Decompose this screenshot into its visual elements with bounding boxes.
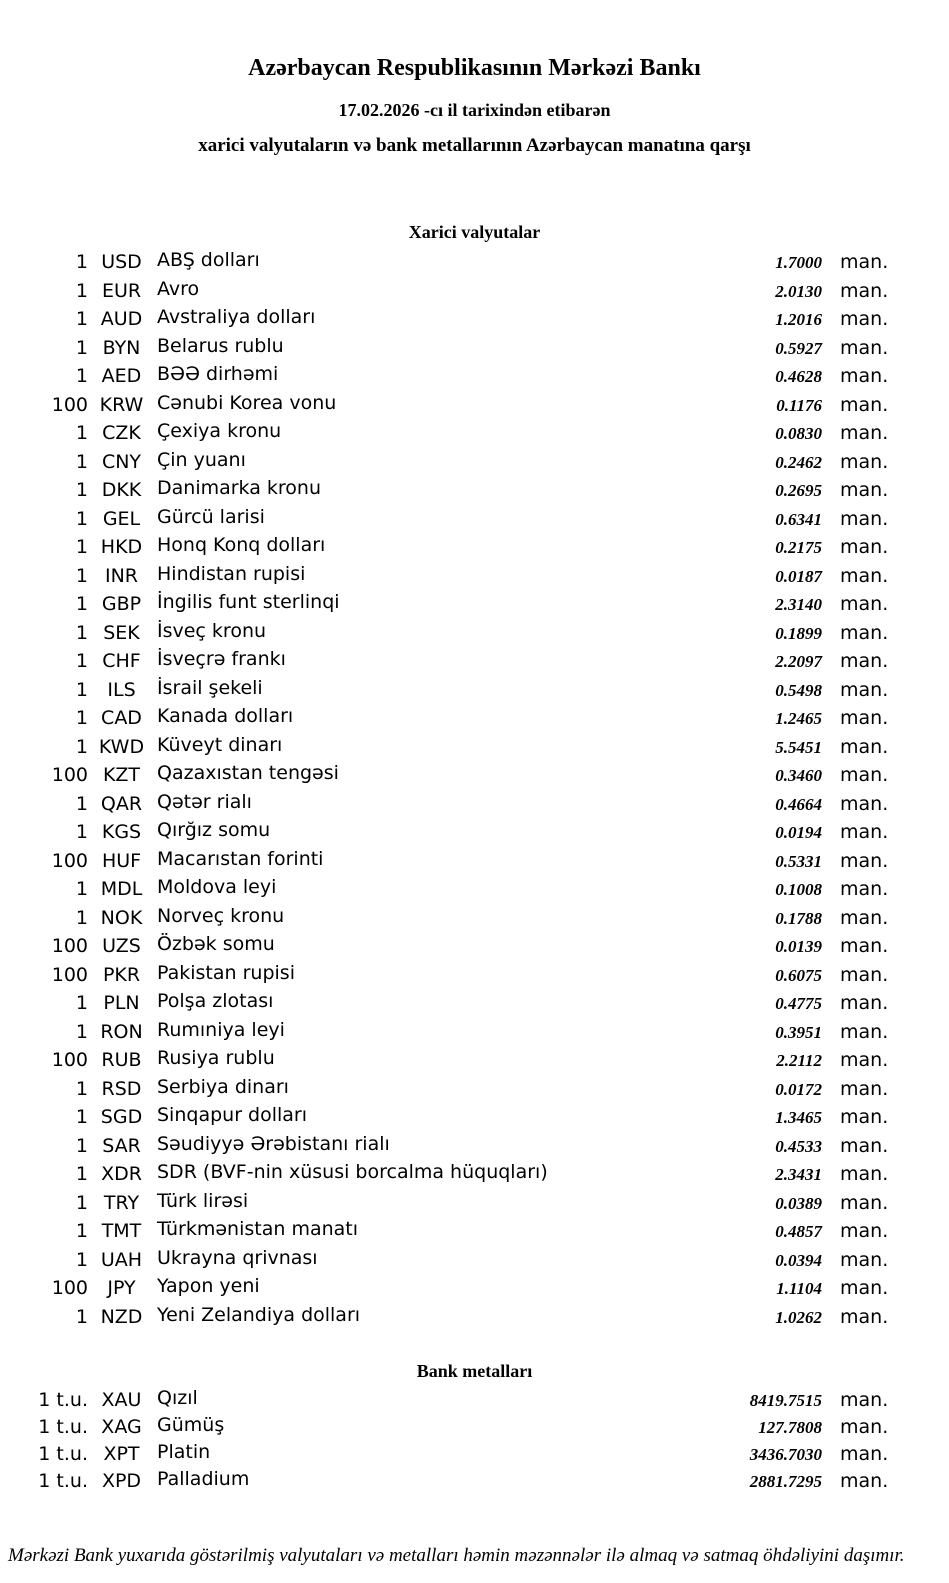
metal-unit: man. — [840, 1470, 889, 1492]
currency-name: Yeni Zelandiya dolları — [157, 1303, 361, 1326]
metal-quantity: 1 t.u. — [38, 1470, 88, 1492]
currency-row — [0, 448, 949, 480]
metal-row — [0, 1416, 949, 1443]
currency-rate: 1.7000 — [775, 253, 822, 272]
currency-code: NZD — [100, 1305, 143, 1328]
metal-name: Gümüş — [157, 1414, 225, 1436]
currency-unit: man. — [840, 536, 889, 558]
currency-row — [0, 334, 949, 366]
currency-code: KZT — [102, 764, 141, 786]
currency-row — [0, 790, 949, 822]
metal-rate: 127.7808 — [758, 1418, 822, 1437]
currency-unit: man. — [840, 279, 889, 302]
currency-rate: 0.2695 — [775, 481, 822, 500]
currency-rate: 0.3460 — [775, 766, 822, 785]
currency-unit: man. — [840, 507, 889, 530]
currency-quantity: 1 — [75, 279, 88, 302]
currency-row — [0, 365, 949, 394]
currency-quantity: 1 — [75, 1191, 88, 1214]
metal-unit: man. — [840, 1416, 889, 1438]
currency-quantity: 1 — [75, 621, 88, 644]
metal-code: XPT — [103, 1443, 140, 1465]
currency-rate: 0.0394 — [775, 1250, 822, 1270]
currency-quantity: 1 — [75, 1163, 88, 1185]
currency-unit: man. — [840, 1049, 889, 1071]
currency-rate: 0.4857 — [775, 1222, 822, 1241]
currency-rate: 0.1899 — [775, 623, 822, 643]
currency-name: Serbiya dinarı — [157, 1075, 289, 1098]
currency-rate: 0.0187 — [775, 566, 822, 586]
currency-rate: 0.5927 — [775, 338, 822, 358]
currency-code: CAD — [101, 707, 142, 729]
currency-row — [0, 1163, 949, 1192]
currency-code: AUD — [100, 308, 143, 330]
currency-quantity: 1 — [75, 336, 88, 359]
currency-row — [0, 593, 949, 622]
currency-unit: man. — [840, 564, 889, 587]
currency-quantity: 1 — [75, 735, 88, 758]
currency-name: Qətər rialı — [157, 790, 252, 813]
currency-quantity: 1 — [75, 593, 88, 615]
currency-code: SEK — [103, 621, 140, 644]
currency-code: DKK — [101, 479, 142, 501]
currency-code: NOK — [100, 906, 143, 929]
currency-unit: man. — [840, 963, 889, 986]
currency-rate: 0.6341 — [775, 509, 822, 529]
currency-rate: 0.4628 — [775, 367, 822, 386]
currency-unit: man. — [840, 735, 889, 758]
currency-code: RSD — [101, 1077, 142, 1100]
currency-quantity: 100 — [51, 849, 88, 872]
currency-unit: man. — [840, 992, 889, 1014]
currency-row — [0, 1106, 949, 1135]
currency-rate: 2.3140 — [775, 595, 822, 614]
currency-quantity: 1 — [75, 1134, 88, 1157]
currency-quantity: 100 — [51, 963, 88, 986]
currency-quantity: 1 — [75, 251, 88, 273]
currency-row — [0, 308, 949, 337]
currency-row — [0, 1246, 949, 1278]
currency-rate: 0.2175 — [775, 538, 822, 557]
currency-name: İsveçrə frankı — [157, 648, 286, 670]
currency-unit: man. — [840, 1077, 889, 1100]
currency-name: Avro — [157, 277, 200, 300]
metal-row — [0, 1443, 949, 1470]
currency-quantity: 1 — [75, 422, 88, 444]
effective-date-line: 17.02.2026 -cı il tarixindən etibarən — [338, 100, 611, 120]
metal-quantity: 1 t.u. — [38, 1389, 88, 1411]
currency-row — [0, 479, 949, 508]
currency-name: Yapon yeni — [157, 1275, 260, 1297]
currency-unit: man. — [840, 251, 889, 273]
currency-rate: 1.3465 — [775, 1108, 822, 1127]
currency-rate: 0.0830 — [775, 424, 822, 443]
currency-row — [0, 821, 949, 850]
currency-rate: 0.0172 — [775, 1079, 822, 1099]
currency-code: XDR — [101, 1163, 142, 1185]
currency-name: Özbək somu — [157, 933, 275, 955]
currency-name: Rumıniya leyi — [157, 1018, 285, 1041]
currency-quantity: 1 — [75, 821, 88, 843]
currency-row — [0, 562, 949, 594]
currency-code: GBP — [101, 593, 142, 615]
currency-name: Küveyt dinarı — [157, 733, 283, 756]
currency-name: Qazaxıstan tengəsi — [157, 762, 339, 784]
disclaimer-note: Mərkəzi Bank yuxarıda göstərilmiş valyutaları və metalları həmin məzənnələr ilə almaq və satmaq öhdəliyini daşımır. — [8, 1545, 905, 1566]
currency-quantity: 1 — [75, 707, 88, 729]
currency-name: Qırğız somu — [157, 819, 271, 841]
currency-quantity: 100 — [51, 935, 88, 957]
currency-name: Moldova leyi — [157, 876, 277, 898]
currency-unit: man. — [840, 906, 889, 929]
currency-quantity: 1 — [75, 1305, 88, 1328]
currency-row — [0, 707, 949, 736]
currency-name: Polşa zlotası — [157, 990, 274, 1012]
currency-rate: 0.1176 — [776, 395, 822, 415]
currency-row — [0, 1277, 949, 1306]
currency-unit: man. — [840, 336, 889, 359]
currency-name: Norveç kronu — [157, 904, 285, 927]
currency-quantity: 1 — [75, 479, 88, 501]
metal-name: Platin — [157, 1441, 211, 1463]
currency-code: QAR — [100, 792, 143, 815]
currency-quantity: 1 — [75, 507, 88, 530]
currency-unit: man. — [840, 593, 889, 615]
currency-unit: man. — [840, 764, 889, 786]
currency-rate: 2.2112 — [776, 1051, 822, 1070]
currency-row — [0, 505, 949, 537]
currency-code: CHF — [102, 650, 141, 672]
currency-name: Hindistan rupisi — [157, 562, 306, 585]
currency-name: Rusiya rublu — [157, 1047, 275, 1069]
metal-name: Qızıl — [157, 1387, 198, 1409]
metal-code: XAU — [101, 1389, 142, 1411]
currency-name: SDR (BVF-nin xüsusi borcalma hüquqları) — [157, 1161, 548, 1183]
currency-rate: 0.1008 — [775, 880, 822, 899]
currency-unit: man. — [840, 1248, 889, 1271]
currency-code: KRW — [99, 393, 144, 416]
currency-row — [0, 1189, 949, 1221]
currency-quantity: 100 — [51, 393, 88, 416]
currency-code: JPY — [107, 1277, 136, 1299]
currency-unit: man. — [840, 678, 889, 701]
currency-name: Kanada dolları — [157, 705, 294, 727]
currency-code: USD — [101, 251, 142, 273]
currency-name: Türk lirəsi — [157, 1189, 249, 1212]
currency-unit: man. — [840, 821, 889, 843]
currency-rate: 0.6075 — [775, 965, 822, 985]
currency-quantity: 1 — [75, 906, 88, 929]
currency-code: TRY — [103, 1191, 140, 1214]
currency-row — [0, 961, 949, 993]
currency-unit: man. — [840, 393, 889, 416]
currency-code: UZS — [102, 935, 141, 957]
currency-unit: man. — [840, 1163, 889, 1185]
currency-unit: man. — [840, 849, 889, 872]
currency-quantity: 1 — [75, 1020, 88, 1043]
currency-quantity: 1 — [75, 564, 88, 587]
currency-quantity: 1 — [75, 650, 88, 672]
currency-rate: 1.2016 — [775, 310, 822, 329]
currency-rate: 0.2462 — [775, 452, 822, 472]
currency-quantity: 100 — [51, 1277, 88, 1299]
currency-rate: 0.4775 — [775, 994, 822, 1013]
currency-quantity: 1 — [75, 1106, 88, 1128]
currency-row — [0, 992, 949, 1021]
currency-row — [0, 536, 949, 565]
currency-name: Belarus rublu — [157, 334, 284, 357]
metal-rate: 8419.7515 — [749, 1391, 822, 1410]
currency-unit: man. — [840, 450, 889, 473]
currency-quantity: 1 — [75, 365, 88, 387]
currency-code: BYN — [102, 336, 141, 359]
currency-row — [0, 764, 949, 793]
currency-quantity: 1 — [75, 308, 88, 330]
currency-rate: 0.5331 — [775, 851, 822, 871]
currency-quantity: 100 — [51, 764, 88, 786]
currency-name: Honq Konq dolları — [157, 534, 326, 556]
currency-quantity: 1 — [75, 878, 88, 900]
currency-row — [0, 277, 949, 309]
metal-code: XAG — [101, 1416, 142, 1438]
currency-name: Gürcü larisi — [157, 505, 265, 528]
currency-name: İngilis funt sterlinqi — [157, 591, 340, 613]
currency-code: INR — [104, 564, 139, 587]
currency-name: Cənubi Korea vonu — [157, 391, 337, 414]
currency-quantity: 1 — [75, 792, 88, 815]
currency-unit: man. — [840, 1277, 889, 1299]
currency-quantity: 100 — [51, 1049, 88, 1071]
currency-row — [0, 676, 949, 708]
currency-unit: man. — [840, 621, 889, 644]
currency-code: GEL — [102, 507, 141, 530]
currency-quantity: 1 — [75, 1077, 88, 1100]
currency-quantity: 1 — [75, 1220, 88, 1242]
currency-rate: 5.5451 — [775, 737, 822, 757]
metal-unit: man. — [840, 1389, 889, 1411]
currency-row — [0, 1303, 949, 1335]
currency-name: İsveç kronu — [157, 619, 267, 642]
currency-row — [0, 251, 949, 280]
currency-rate: 0.0139 — [775, 937, 822, 956]
currency-name: Səudiyyə Ərəbistanı rialı — [157, 1132, 390, 1155]
currency-name: Pakistan rupisi — [157, 961, 295, 984]
currency-rate: 1.1104 — [776, 1279, 822, 1298]
currency-rate: 0.4533 — [775, 1136, 822, 1156]
currency-row — [0, 847, 949, 879]
page-title: Azərbaycan Respublikasının Mərkəzi Bankı — [248, 55, 701, 81]
page-subtitle: xarici valyutaların və bank metallarının Azərbaycan manatına qarşı — [198, 135, 751, 156]
metal-row — [0, 1470, 949, 1497]
currency-rate: 0.0389 — [775, 1193, 822, 1213]
currency-row — [0, 1018, 949, 1050]
metal-name: Palladium — [157, 1468, 250, 1490]
currency-quantity: 1 — [75, 992, 88, 1014]
currency-unit: man. — [840, 1305, 889, 1328]
currency-unit: man. — [840, 308, 889, 330]
currency-row — [0, 1132, 949, 1164]
currency-row — [0, 935, 949, 964]
currency-code: AED — [101, 365, 142, 387]
currencies-section-title: Xarici valyutalar — [408, 222, 541, 242]
currency-name: ABŞ dolları — [157, 249, 260, 271]
currency-code: HUF — [101, 849, 142, 872]
currency-name: Çexiya kronu — [157, 420, 282, 442]
currency-row — [0, 422, 949, 451]
currency-rate: 2.0130 — [775, 281, 822, 301]
currency-rate: 1.2465 — [775, 709, 822, 728]
currency-unit: man. — [840, 792, 889, 815]
currency-name: Sinqapur dolları — [157, 1104, 308, 1126]
currency-code: TMT — [101, 1220, 142, 1242]
metal-unit: man. — [840, 1443, 889, 1465]
currency-row — [0, 1220, 949, 1249]
currency-rate: 0.1788 — [775, 908, 822, 928]
currency-unit: man. — [840, 1134, 889, 1157]
currency-code: KGS — [101, 821, 142, 843]
currency-code: PKR — [102, 963, 141, 986]
currency-rate: 0.3951 — [775, 1022, 822, 1042]
currency-unit: man. — [840, 1191, 889, 1214]
currency-code: CZK — [102, 422, 141, 444]
currency-unit: man. — [840, 935, 889, 957]
currency-code: PLN — [103, 992, 140, 1014]
currency-row — [0, 650, 949, 679]
currency-row — [0, 391, 949, 423]
currency-quantity: 1 — [75, 678, 88, 701]
currency-rate: 2.2097 — [775, 652, 822, 671]
currency-name: Avstraliya dolları — [157, 306, 316, 328]
currency-rate: 0.0194 — [775, 823, 822, 842]
currency-quantity: 1 — [75, 450, 88, 473]
currency-row — [0, 878, 949, 907]
currency-unit: man. — [840, 707, 889, 729]
currency-name: Macarıstan forinti — [157, 847, 324, 870]
currency-code: KWD — [98, 735, 145, 758]
currency-unit: man. — [840, 878, 889, 900]
metal-quantity: 1 t.u. — [38, 1416, 88, 1438]
currency-rate: 1.0262 — [775, 1307, 822, 1327]
currency-unit: man. — [840, 1220, 889, 1242]
currency-quantity: 1 — [75, 536, 88, 558]
currency-rate: 0.5498 — [775, 680, 822, 700]
currency-rate: 0.4664 — [775, 794, 822, 814]
metal-rate: 2881.7295 — [749, 1472, 822, 1491]
currency-unit: man. — [840, 479, 889, 501]
currency-code: SGD — [100, 1106, 143, 1128]
currency-unit: man. — [840, 422, 889, 444]
currency-code: CNY — [101, 450, 142, 473]
currency-row — [0, 619, 949, 651]
currency-unit: man. — [840, 1020, 889, 1043]
currency-unit: man. — [840, 650, 889, 672]
metal-row — [0, 1389, 949, 1416]
currency-code: MDL — [100, 878, 143, 900]
metals-table — [0, 1389, 949, 1497]
currency-code: HKD — [100, 536, 143, 558]
currency-code: EUR — [101, 279, 142, 302]
currency-row — [0, 904, 949, 936]
currency-unit: man. — [840, 365, 889, 387]
currencies-table — [0, 251, 949, 1334]
currency-name: Danimarka kronu — [157, 477, 322, 499]
currency-code: RUB — [101, 1049, 142, 1071]
metal-quantity: 1 t.u. — [38, 1443, 88, 1465]
metals-section-title: Bank metalları — [416, 1361, 533, 1381]
currency-unit: man. — [840, 1106, 889, 1128]
currency-name: BƏƏ dirhəmi — [157, 363, 279, 385]
currency-row — [0, 1049, 949, 1078]
currency-name: Çin yuanı — [157, 448, 246, 471]
currency-code: UAH — [100, 1248, 143, 1271]
metal-code: XPD — [101, 1470, 142, 1492]
currency-row — [0, 1075, 949, 1107]
currency-name: Türkmənistan manatı — [157, 1218, 359, 1240]
currency-row — [0, 733, 949, 765]
currency-name: İsrail şekeli — [157, 676, 263, 699]
currency-rate: 2.3431 — [775, 1165, 822, 1184]
metal-rate: 3436.7030 — [749, 1445, 822, 1464]
currency-code: RON — [100, 1020, 143, 1043]
currency-name: Ukrayna qrivnası — [157, 1246, 318, 1269]
currency-quantity: 1 — [75, 1248, 88, 1271]
currency-code: SAR — [102, 1134, 141, 1157]
currency-code: ILS — [107, 678, 136, 701]
